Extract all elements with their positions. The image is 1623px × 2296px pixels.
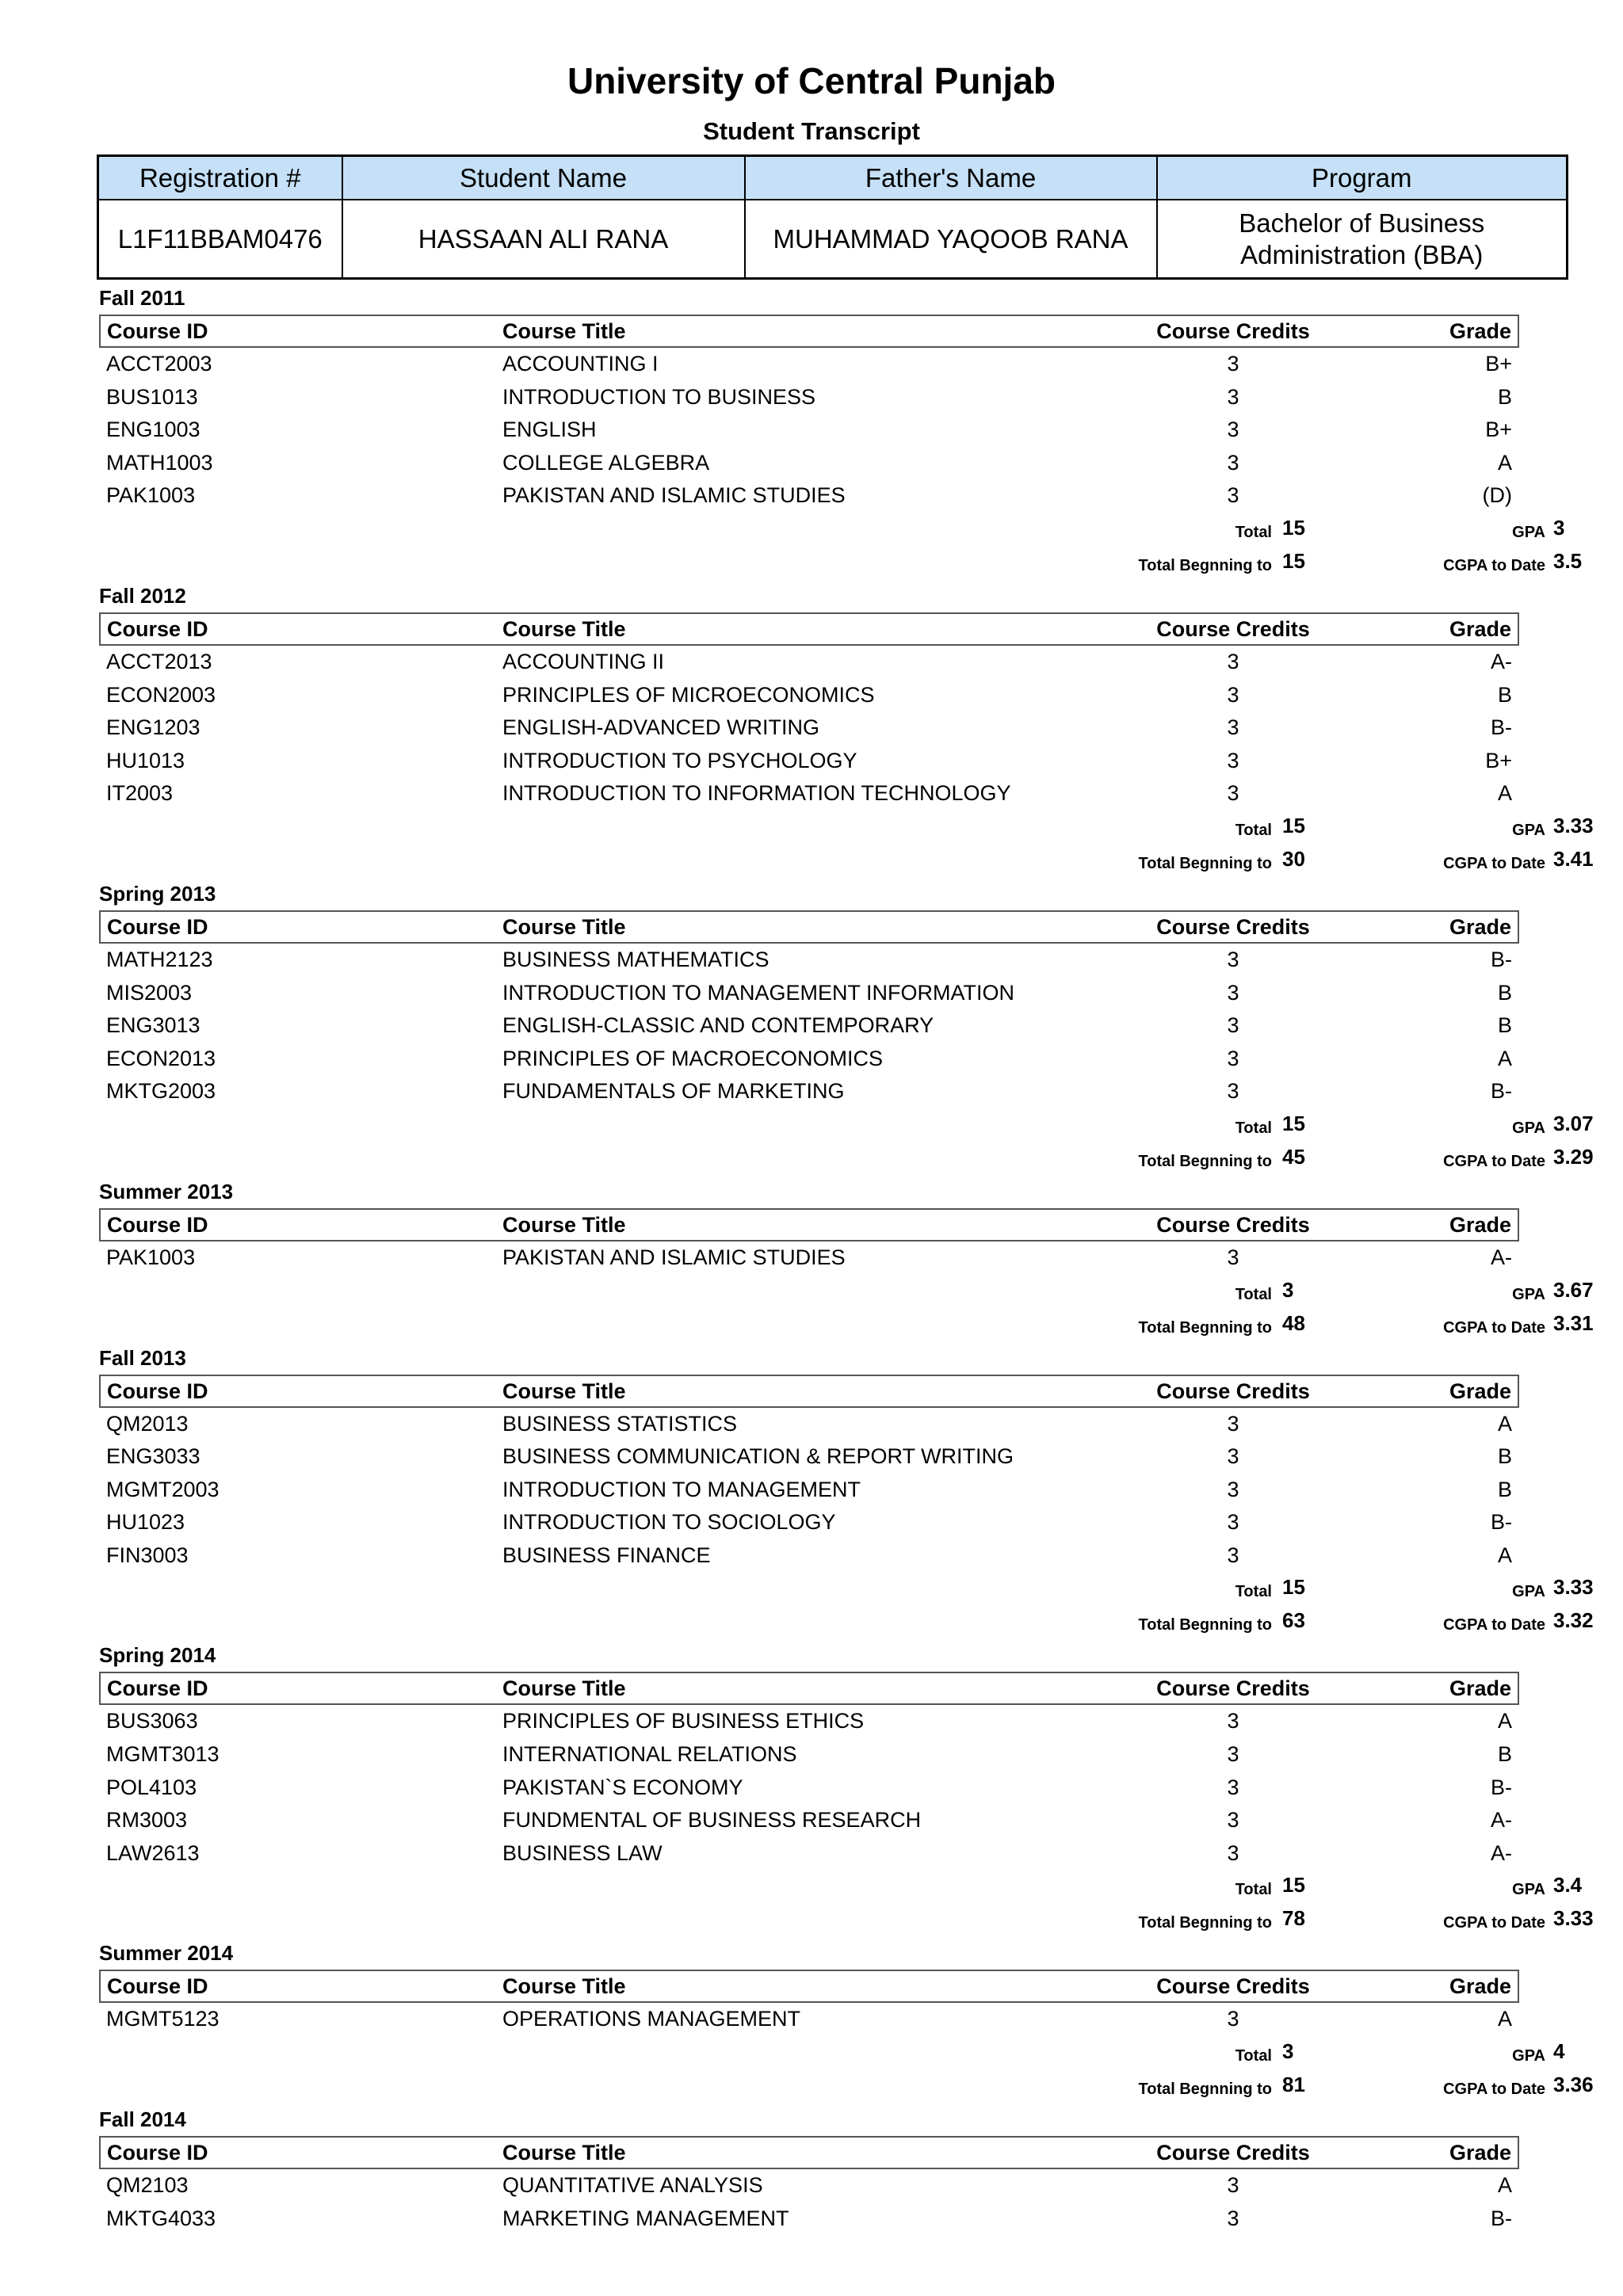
course-grade: B [1497,1013,1512,1038]
course-credits: 3 [1227,1079,1239,1104]
total-beginning-credits: 30 [1282,846,1305,871]
total-beginning-credits: 63 [1282,1608,1305,1633]
course-row [100,1043,1518,1076]
gpa-label: GPA [1512,1583,1545,1601]
course-grade: B+ [1485,748,1512,772]
course-grade: B [1497,1444,1512,1469]
course-id: FIN3003 [106,1543,189,1567]
course-table-header [100,1970,1518,2002]
term-section [99,281,1583,579]
course-table [99,1672,1519,1870]
term-section [99,877,1594,1175]
total-beginning-credits: 78 [1282,1906,1305,1931]
course-table [99,612,1519,810]
course-title: BUSINESS LAW [502,1840,663,1865]
course-grade: B+ [1485,418,1512,442]
course-id-header: Course ID [107,2141,208,2165]
course-id: PAK1003 [106,1245,196,1269]
course-credits: 3 [1227,2173,1239,2198]
course-id: MGMT2003 [106,1477,220,1501]
course-credits: 3 [1227,748,1239,772]
course-id: PAK1003 [106,483,196,508]
page-subtitle: Student Transcript [703,117,920,145]
course-grade: A [1497,1046,1512,1070]
course-credits: 3 [1227,781,1239,806]
total-beginning-label: Total Begnning to [1138,2081,1272,2099]
cgpa-value: 3.31 [1553,1310,1594,1335]
course-id: ECON2013 [106,1046,216,1070]
course-table [99,315,1519,513]
course-id: HU1013 [106,748,185,772]
course-row [100,1440,1518,1474]
fathers-name-header: Father's Name [745,156,1157,200]
student-name: HASSAAN ALI RANA [342,200,745,279]
course-table-header [100,613,1518,645]
course-id-header: Course ID [107,1676,208,1701]
course-row [100,711,1518,745]
course-credits: 3 [1227,1510,1239,1535]
course-grade: B- [1491,1510,1512,1535]
course-credits-header: Course Credits [1156,1379,1310,1403]
gpa-value: 3.4 [1553,1873,1583,1897]
course-row [100,1804,1518,1837]
cgpa-value: 3.32 [1553,1608,1594,1633]
term-summary-total [99,1870,1583,1903]
course-grade: B- [1491,947,1512,971]
course-title: BUSINESS STATISTICS [502,1411,738,1436]
course-credits: 3 [1227,1444,1239,1469]
cgpa-value: 3.36 [1553,2073,1594,2097]
course-title: FUNDAMENTALS OF MARKETING [502,1079,845,1104]
grade-header: Grade [1449,1212,1511,1237]
cgpa-label: CGPA to Date [1443,556,1545,574]
term-title: Summer 2014 [99,1941,234,1966]
gpa-value: 3.33 [1553,1575,1594,1600]
course-grade: B [1497,384,1512,409]
course-title-header: Course Title [502,914,626,939]
course-row [100,1539,1518,1573]
term-section [99,579,1594,877]
course-grade: A [1497,450,1512,475]
course-credits: 3 [1227,483,1239,508]
course-id: MGMT5123 [106,2007,220,2031]
total-label: Total [1235,2047,1272,2065]
total-credits: 15 [1282,1873,1305,1897]
course-grade: A- [1491,1245,1512,1269]
cgpa-value: 3.41 [1553,846,1594,871]
course-title-header: Course Title [502,1974,626,1999]
course-row [100,1506,1518,1539]
course-title: ENGLISH-CLASSIC AND CONTEMPORARY [502,1013,934,1038]
course-credits: 3 [1227,352,1239,376]
student-info-value-row [98,200,1568,279]
course-credits: 3 [1227,2007,1239,2031]
course-row [100,1474,1518,1507]
gpa-value: 3.67 [1553,1277,1594,1302]
course-grade: A- [1491,1808,1512,1833]
course-credits: 3 [1227,1808,1239,1833]
course-title: PAKISTAN`S ECONOMY [502,1775,743,1799]
term-summary-total [99,810,1594,844]
term-summary-cumulative [99,1903,1594,1936]
course-grade: B [1497,1742,1512,1767]
course-row [100,1837,1518,1871]
total-credits: 15 [1282,1111,1305,1135]
course-row [100,1009,1518,1043]
total-beginning-credits: 15 [1282,548,1305,573]
course-grade: A [1497,1709,1512,1733]
course-credits: 3 [1227,649,1239,673]
term-summary-cumulative [99,1605,1594,1638]
course-credits: 3 [1227,1046,1239,1070]
course-row [100,2168,1518,2203]
course-row [100,1738,1518,1772]
course-id: ENG1003 [106,418,200,442]
course-id: POL4103 [106,1775,197,1799]
course-id: RM3003 [106,1808,188,1833]
cgpa-label: CGPA to Date [1443,1616,1545,1634]
course-title: INTRODUCTION TO BUSINESS [502,384,816,409]
course-id: ENG1203 [106,715,200,740]
gpa-label: GPA [1512,2047,1545,2065]
course-title-header: Course Title [502,319,626,343]
course-id-header: Course ID [107,914,208,939]
gpa-value: 3.33 [1553,813,1594,837]
course-title: QUANTITATIVE ANALYSIS [502,2173,763,2198]
course-title: ENGLISH [502,418,597,442]
course-grade: B- [1491,715,1512,740]
course-credits: 3 [1227,1742,1239,1767]
term-title: Fall 2011 [99,286,185,310]
total-credits: 15 [1282,813,1305,837]
course-credits: 3 [1227,2206,1239,2230]
course-credits: 3 [1227,1013,1239,1038]
course-title-header: Course Title [502,1379,626,1403]
course-id-header: Course ID [107,1212,208,1237]
course-row [100,2203,1518,2236]
course-grade: A [1497,2007,1512,2031]
gpa-label: GPA [1512,523,1545,541]
total-beginning-label: Total Begnning to [1138,1616,1272,1634]
course-title: INTRODUCTION TO INFORMATION TECHNOLOGY [502,781,1011,806]
course-table [99,2136,1519,2235]
course-row [100,1772,1518,1805]
course-table-header [100,2137,1518,2168]
course-grade: B- [1491,2206,1512,2230]
cgpa-label: CGPA to Date [1443,1914,1545,1932]
course-grade: (D) [1482,483,1512,508]
term-summary-cumulative [99,1308,1594,1341]
course-id-header: Course ID [107,616,208,641]
total-label: Total [1235,1285,1272,1303]
total-label: Total [1235,1583,1272,1601]
gpa-label: GPA [1512,1119,1545,1137]
course-id-header: Course ID [107,1974,208,1999]
course-grade: B [1497,682,1512,707]
course-row [100,777,1518,810]
course-credits: 3 [1227,947,1239,971]
gpa-label: GPA [1512,821,1545,839]
course-title: FUNDMENTAL OF BUSINESS RESEARCH [502,1808,922,1833]
grade-header: Grade [1449,1676,1511,1701]
term-summary-total [99,2036,1565,2069]
course-credits: 3 [1227,1709,1239,1733]
course-credits-header: Course Credits [1156,1212,1310,1237]
course-credits-header: Course Credits [1156,914,1310,939]
course-row [100,1075,1518,1108]
course-credits-header: Course Credits [1156,2141,1310,2165]
total-beginning-credits: 48 [1282,1310,1305,1335]
total-beginning-label: Total Begnning to [1138,1318,1272,1337]
term-section [99,1175,1594,1341]
course-credits-header: Course Credits [1156,616,1310,641]
course-title: BUSINESS COMMUNICATION & REPORT WRITING [502,1444,1014,1469]
course-row [100,381,1518,414]
course-id: MKTG4033 [106,2206,216,2230]
course-table [99,1375,1519,1573]
course-id: HU1023 [106,1510,185,1535]
course-credits: 3 [1227,715,1239,740]
course-title-header: Course Title [502,1676,626,1701]
total-beginning-label: Total Begnning to [1138,1914,1272,1932]
course-credits: 3 [1227,450,1239,475]
course-id: QM2013 [106,1411,189,1436]
total-credits: 3 [1282,1277,1294,1302]
total-credits: 15 [1282,515,1305,540]
cgpa-value: 3.33 [1553,1906,1594,1931]
course-title: INTERNATIONAL RELATIONS [502,1742,797,1767]
course-id: BUS1013 [106,384,198,409]
course-table-header [100,1375,1518,1407]
term-title: Spring 2013 [99,881,216,906]
term-summary-cumulative [99,844,1594,877]
course-row [100,1241,1518,1275]
course-title-header: Course Title [502,2141,626,2165]
course-title: INTRODUCTION TO MANAGEMENT INFORMATION [502,980,1015,1005]
course-table-header [100,315,1518,347]
course-row [100,347,1518,381]
course-row [100,1407,1518,1441]
course-credits-header: Course Credits [1156,1974,1310,1999]
course-row [100,977,1518,1010]
term-section [99,2103,1518,2235]
course-row [100,679,1518,712]
course-title: MARKETING MANAGEMENT [502,2206,789,2230]
course-title: BUSINESS FINANCE [502,1543,711,1567]
student-info-header-row [98,156,1568,200]
course-row [100,479,1518,513]
course-title: ACCOUNTING I [502,352,659,376]
course-grade: A [1497,1543,1512,1567]
total-label: Total [1235,1881,1272,1899]
gpa-label: GPA [1512,1881,1545,1899]
course-id: ENG3033 [106,1444,200,1469]
course-id: MATH2123 [106,947,213,971]
course-grade: B [1497,1477,1512,1501]
course-table [99,1208,1519,1275]
course-title: PRINCIPLES OF BUSINESS ETHICS [502,1709,865,1733]
cgpa-label: CGPA to Date [1443,2081,1545,2099]
total-beginning-label: Total Begnning to [1138,1152,1272,1170]
course-id-header: Course ID [107,1379,208,1403]
course-title: INTRODUCTION TO PSYCHOLOGY [502,748,857,772]
term-title: Fall 2012 [99,583,186,608]
course-credits: 3 [1227,384,1239,409]
fathers-name: MUHAMMAD YAQOOB RANA [745,200,1157,279]
course-row [100,1704,1518,1738]
course-table [99,1970,1519,2036]
course-grade: B- [1491,1079,1512,1104]
course-table-header [100,1672,1518,1704]
course-row [100,645,1518,679]
grade-header: Grade [1449,1379,1511,1403]
course-title: OPERATIONS MANAGEMENT [502,2007,801,2031]
course-table [99,910,1519,1108]
course-grade: A [1497,781,1512,806]
course-id: IT2003 [106,781,174,806]
course-grade: A [1497,2173,1512,2198]
total-beginning-label: Total Begnning to [1138,854,1272,872]
course-grade: B+ [1485,352,1512,376]
cgpa-label: CGPA to Date [1443,854,1545,872]
course-title-header: Course Title [502,1212,626,1237]
course-id: ECON2003 [106,682,216,707]
term-section [99,1341,1594,1639]
term-section [99,1936,1594,2103]
cgpa-label: CGPA to Date [1443,1152,1545,1170]
term-title: Fall 2013 [99,1345,186,1370]
total-credits: 15 [1282,1575,1305,1600]
course-id: QM2103 [106,2173,189,2198]
course-row [100,943,1518,977]
course-title: PAKISTAN AND ISLAMIC STUDIES [502,483,846,508]
course-row [100,447,1518,480]
term-summary-total [99,1275,1594,1308]
course-grade: A- [1491,649,1512,673]
course-credits-header: Course Credits [1156,1676,1310,1701]
course-grade: A- [1491,1840,1512,1865]
course-row [100,2002,1518,2036]
term-summary-cumulative [99,1142,1594,1175]
gpa-value: 4 [1553,2039,1565,2064]
term-summary-total [99,513,1565,546]
course-id: LAW2613 [106,1840,200,1865]
course-grade: A [1497,1411,1512,1436]
grade-header: Grade [1449,2141,1511,2165]
page-title: University of Central Punjab [567,60,1056,101]
transcript-terms [99,281,1594,2235]
course-id: BUS3063 [106,1709,198,1733]
course-id: MATH1003 [106,450,213,475]
total-credits: 3 [1282,2039,1294,2064]
course-credits: 3 [1227,1840,1239,1865]
course-id: MGMT3013 [106,1742,220,1767]
term-title: Fall 2014 [99,2107,186,2132]
course-table-header [100,911,1518,943]
total-beginning-credits: 81 [1282,2073,1305,2097]
registration-header: Registration # [98,156,342,200]
total-label: Total [1235,523,1272,541]
course-title: PAKISTAN AND ISLAMIC STUDIES [502,1245,846,1269]
grade-header: Grade [1449,319,1511,343]
course-id: ACCT2003 [106,352,212,376]
course-title-header: Course Title [502,616,626,641]
total-beginning-credits: 45 [1282,1144,1305,1169]
program-header: Program [1157,156,1568,200]
grade-header: Grade [1449,914,1511,939]
course-id: MIS2003 [106,980,193,1005]
gpa-value: 3 [1553,515,1565,540]
term-summary-cumulative [99,2069,1594,2103]
course-title: ACCOUNTING II [502,649,665,673]
cgpa-label: CGPA to Date [1443,1318,1545,1337]
grade-header: Grade [1449,616,1511,641]
student-name-header: Student Name [342,156,745,200]
term-title: Spring 2014 [99,1643,216,1668]
gpa-value: 3.07 [1553,1111,1594,1135]
term-summary-total [99,1572,1594,1605]
course-title: INTRODUCTION TO MANAGEMENT [502,1477,861,1501]
cgpa-value: 3.5 [1553,548,1583,573]
term-title: Summer 2013 [99,1179,234,1203]
course-id: MKTG2003 [106,1079,216,1104]
student-info-table [97,154,1568,280]
term-summary-cumulative [99,546,1583,579]
course-id: ACCT2013 [106,649,212,673]
course-grade: B [1497,980,1512,1005]
course-credits: 3 [1227,1543,1239,1567]
course-id: ENG3013 [106,1013,200,1038]
course-credits: 3 [1227,1411,1239,1436]
course-credits: 3 [1227,1775,1239,1799]
course-credits: 3 [1227,682,1239,707]
cgpa-value: 3.29 [1553,1144,1594,1169]
term-section [99,1638,1594,1936]
course-table-header [100,1209,1518,1241]
course-row [100,745,1518,778]
registration-number: L1F11BBAM0476 [98,200,342,279]
gpa-label: GPA [1512,1285,1545,1303]
total-beginning-label: Total Begnning to [1138,556,1272,574]
course-title: COLLEGE ALGEBRA [502,450,710,475]
course-grade: B- [1491,1775,1512,1799]
course-credits: 3 [1227,1245,1239,1269]
term-summary-total [99,1108,1594,1142]
grade-header: Grade [1449,1974,1511,1999]
program-name: Bachelor of Business Administration (BBA) [1157,200,1568,279]
course-id-header: Course ID [107,319,208,343]
course-credits: 3 [1227,1477,1239,1501]
course-title: BUSINESS MATHEMATICS [502,947,769,971]
course-title: ENGLISH-ADVANCED WRITING [502,715,820,740]
course-title: PRINCIPLES OF MICROECONOMICS [502,682,875,707]
total-label: Total [1235,1119,1272,1137]
total-label: Total [1235,821,1272,839]
course-credits: 3 [1227,980,1239,1005]
course-credits: 3 [1227,418,1239,442]
course-row [100,414,1518,447]
course-title: PRINCIPLES OF MACROECONOMICS [502,1046,884,1070]
course-title: INTRODUCTION TO SOCIOLOGY [502,1510,836,1535]
course-credits-header: Course Credits [1156,319,1310,343]
